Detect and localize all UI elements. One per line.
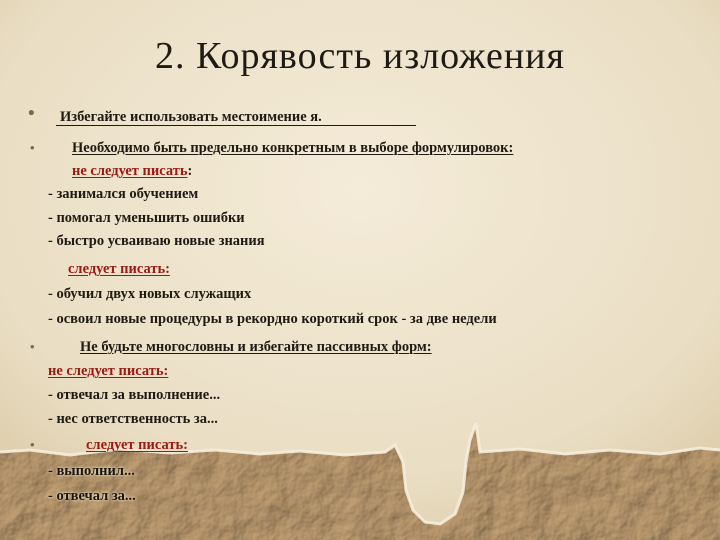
negative-label-colon: : [187, 163, 193, 179]
bullet-icon: • [30, 339, 35, 354]
bullet-2-text: Необходимо быть предельно конкретным в выборе формулировок: [72, 140, 514, 156]
bullet-icon: • [30, 437, 35, 452]
bullet-1-text: Избегайте использовать местоимение я. [60, 109, 322, 125]
bullet-3-text: Не будьте многословны и избегайте пассивных форм: [80, 339, 432, 355]
underline [56, 125, 416, 126]
slide-title: 2. Корявость изложения [155, 35, 565, 77]
slide: 2. Корявость изложения • Избегайте использовать местоимение я. • Необходимо быть предельно конкретным в выборе формулировок: не следует писать: - занимался обучением - помогал уменьшить ошибки - быстро усваиваю новые знания следует писать: - обучил двух новых служащих - освоил новые процедуры в рекордно короткий срок - за две недели • Не будьте многословны и избегайте пассивных форм: не следует писать: - отвечал за выполнение... - нес ответственность за... • следует писать: - выполнил... - отвечал за... [0, 0, 720, 540]
negative-label: не следует писать [72, 163, 188, 179]
bullet-icon: • [30, 140, 35, 155]
bullet-icon: • [28, 103, 35, 124]
positive-label: следует писать: [86, 437, 188, 453]
positive-label: следует писать: [68, 261, 170, 277]
negative-label: не следует писать: [48, 363, 169, 379]
